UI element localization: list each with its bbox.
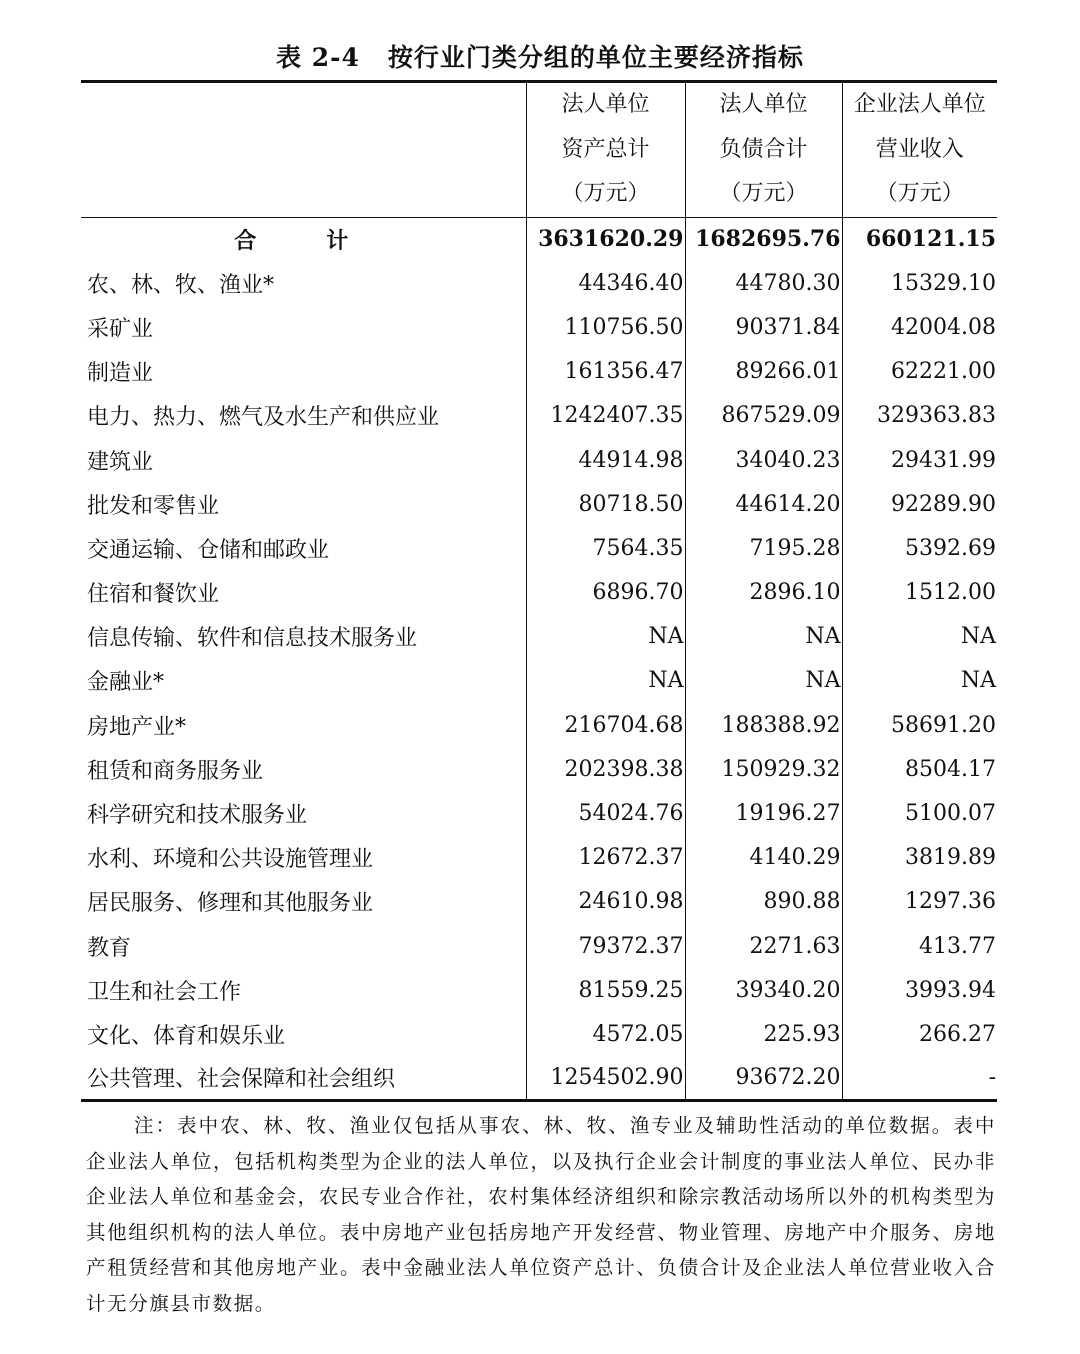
assets-cell: 54024.76 <box>526 791 685 835</box>
liabilities-cell: 890.88 <box>685 880 842 924</box>
revenue-cell: 58691.20 <box>842 703 997 747</box>
revenue-cell: 92289.90 <box>842 482 997 526</box>
industry-name-cell: 批发和零售业 <box>87 493 220 519</box>
assets-cell: 110756.50 <box>526 305 685 349</box>
industry-name-cell: 电力、热力、燃气及水生产和供应业 <box>87 405 440 431</box>
industry-name-cell: 公共管理、社会保障和社会组织 <box>81 1057 526 1101</box>
liabilities-cell: 4140.29 <box>685 836 842 880</box>
revenue-cell: 266.27 <box>842 1012 997 1056</box>
liabilities-cell: 44614.20 <box>685 482 842 526</box>
revenue-cell: 62221.00 <box>842 350 997 394</box>
assets-cell: 202398.38 <box>526 747 685 791</box>
industry-name-cell: 水利、环境和公共设施管理业 <box>87 847 374 873</box>
header-assets-line1: 法人单位 <box>561 92 650 117</box>
industry-name-cell: 制造业 <box>87 361 154 387</box>
assets-cell: 44346.40 <box>526 261 685 305</box>
industry-name-cell: 租赁和商务服务业 <box>87 758 264 784</box>
revenue-cell: 413.77 <box>842 924 997 968</box>
table-body <box>81 217 997 1101</box>
table-row <box>81 791 997 835</box>
industry-name-cell: 建筑业 <box>87 449 154 475</box>
liabilities-cell: 34040.23 <box>685 438 842 482</box>
industry-name-cell: 教育 <box>87 935 132 961</box>
revenue-cell: NA <box>842 615 997 659</box>
assets-cell: 7564.35 <box>526 526 685 570</box>
liabilities-cell: 90371.84 <box>685 305 842 349</box>
assets-cell: 216704.68 <box>526 703 685 747</box>
revenue-cell: 29431.99 <box>842 438 997 482</box>
revenue-cell: 1297.36 <box>842 880 997 924</box>
industry-name-cell: 信息传输、软件和信息技术服务业 <box>87 626 418 652</box>
revenue-cell: 5100.07 <box>842 791 997 835</box>
liabilities-cell: 867529.09 <box>685 394 842 438</box>
industry-name-cell: 房地产业* <box>87 714 187 740</box>
liabilities-cell: 2271.63 <box>685 924 842 968</box>
industry-name-cell: 金融业* <box>87 670 165 696</box>
header-liabilities-unit: （万元） <box>719 181 808 206</box>
table-row <box>81 350 997 394</box>
liabilities-cell: 225.93 <box>685 1012 842 1056</box>
table-row <box>81 261 997 305</box>
table-row <box>81 482 997 526</box>
table-row <box>81 305 997 349</box>
table-row <box>81 924 997 968</box>
table-header-row <box>81 82 997 218</box>
assets-cell: 12672.37 <box>526 836 685 880</box>
revenue-cell: 660121.15 <box>842 217 997 261</box>
assets-cell: NA <box>526 659 685 703</box>
industry-name-cell: 采矿业 <box>87 316 154 342</box>
assets-cell: 1254502.90 <box>526 1057 685 1101</box>
header-revenue-line2: 营业收入 <box>875 136 964 162</box>
liabilities-cell: 1682695.76 <box>685 217 842 261</box>
header-assets-unit: （万元） <box>561 181 650 206</box>
liabilities-cell: 7195.28 <box>685 526 842 570</box>
table-row <box>81 747 997 791</box>
header-assets-line2: 资产总计 <box>561 136 650 162</box>
liabilities-cell: 93672.20 <box>685 1057 842 1101</box>
table-number: 表 2-4 <box>276 43 360 72</box>
industry-name-cell: 合 计 <box>234 227 373 254</box>
header-liabilities <box>685 82 842 218</box>
assets-cell: 3631620.29 <box>526 217 685 261</box>
revenue-cell: 1512.00 <box>842 571 997 615</box>
assets-cell: 81559.25 <box>526 968 685 1012</box>
liabilities-cell: 44780.30 <box>685 261 842 305</box>
table-row <box>81 438 997 482</box>
industry-name-cell: 科学研究和技术服务业 <box>87 803 308 829</box>
table-row <box>81 659 997 703</box>
revenue-cell: 8504.17 <box>842 747 997 791</box>
industry-name-cell: 卫生和社会工作 <box>87 979 242 1005</box>
assets-cell: 44914.98 <box>526 438 685 482</box>
revenue-cell: 15329.10 <box>842 261 997 305</box>
table-row <box>81 1057 997 1101</box>
liabilities-cell: 2896.10 <box>685 571 842 615</box>
revenue-cell: 42004.08 <box>842 305 997 349</box>
revenue-cell: - <box>842 1057 997 1101</box>
assets-cell: 1242407.35 <box>526 394 685 438</box>
table-row <box>81 615 997 659</box>
table-row <box>81 836 997 880</box>
assets-cell: 161356.47 <box>526 350 685 394</box>
liabilities-cell: 188388.92 <box>685 703 842 747</box>
table-title <box>0 38 1080 74</box>
table-row <box>81 394 997 438</box>
header-liabilities-line2: 负债合计 <box>719 136 808 162</box>
industry-name-cell: 农、林、牧、渔业* <box>87 272 275 298</box>
liabilities-cell: 89266.01 <box>685 350 842 394</box>
liabilities-cell: NA <box>685 615 842 659</box>
liabilities-cell: 39340.20 <box>685 968 842 1012</box>
assets-cell: 80718.50 <box>526 482 685 526</box>
revenue-cell: 5392.69 <box>842 526 997 570</box>
header-revenue <box>842 82 997 218</box>
assets-cell: 6896.70 <box>526 571 685 615</box>
industry-name-cell: 文化、体育和娱乐业 <box>87 1023 286 1049</box>
table-row <box>81 703 997 747</box>
header-industry <box>81 82 526 218</box>
revenue-cell: 3819.89 <box>842 836 997 880</box>
assets-cell: 79372.37 <box>526 924 685 968</box>
revenue-cell: NA <box>842 659 997 703</box>
liabilities-cell: 19196.27 <box>685 791 842 835</box>
indicators-table <box>81 80 997 1102</box>
table-row <box>81 571 997 615</box>
header-assets <box>526 82 685 218</box>
liabilities-cell: 150929.32 <box>685 747 842 791</box>
industry-name-cell: 住宿和餐饮业 <box>87 582 220 608</box>
revenue-cell: 329363.83 <box>842 394 997 438</box>
table-row <box>81 880 997 924</box>
assets-cell: NA <box>526 615 685 659</box>
liabilities-cell: NA <box>685 659 842 703</box>
header-revenue-line1: 企业法人单位 <box>853 92 986 117</box>
assets-cell: 4572.05 <box>526 1012 685 1056</box>
total-row <box>81 217 997 261</box>
table-title-text: 按行业门类分组的单位主要经济指标 <box>387 43 804 72</box>
table-note: 注：表中农、林、牧、渔业仅包括从事农、林、牧、渔专业及辅助性活动的单位数据。表中企业法人单位，包括机构类型为企业的法人单位，以及执行企业会计制度的事业法人单位、民办非企业法人单位和基金会，农民专业合作社，农村集体经济组织和除宗教活动场所以外的机构类型为其他组织机构的法人单位。表中房地产业包括房地产开发经营、物业管理、房地产中介服务、房地产租赁经营和其他房地产业。表中金融业法人单位资产总计、负债合计及企业法人单位营业收入合计无分旗县市数据。 <box>86 1114 996 1315</box>
table-row <box>81 968 997 1012</box>
table-row <box>81 526 997 570</box>
industry-name-cell: 交通运输、仓储和邮政业 <box>87 537 330 563</box>
table-row <box>81 1012 997 1056</box>
assets-cell: 24610.98 <box>526 880 685 924</box>
revenue-cell: 3993.94 <box>842 968 997 1012</box>
header-liabilities-line1: 法人单位 <box>719 92 808 117</box>
header-revenue-unit: （万元） <box>875 181 964 206</box>
industry-name-cell: 居民服务、修理和其他服务业 <box>87 891 374 917</box>
